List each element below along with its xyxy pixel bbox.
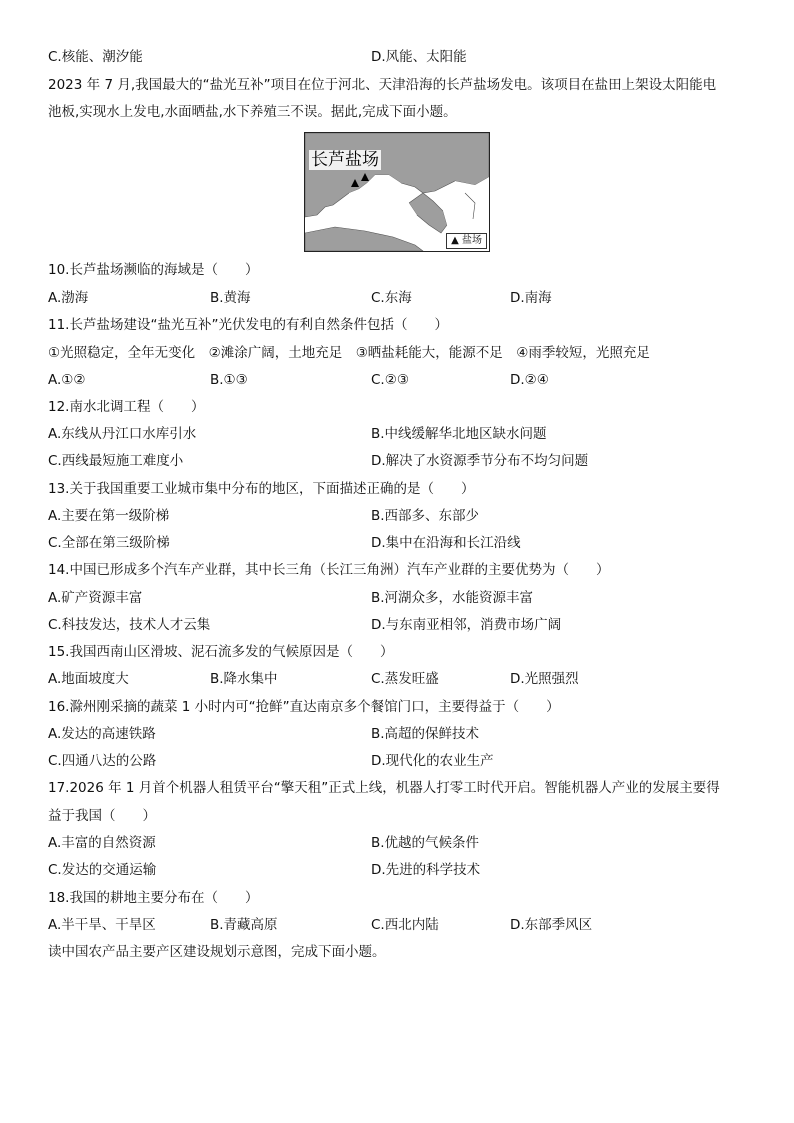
q10-option-c: C.东海 [371,290,412,306]
q11-option-c: C.②③ [371,372,409,388]
q15-option-d: D.光照强烈 [510,671,579,687]
q12-option-d: D.解决了水资源季节分布不均匀问题 [371,453,589,469]
q18-option-d: D.东部季风区 [510,917,593,933]
q14-stem: 14.中国已形成多个汽车产业群，其中长三角（长江三角洲）汽车产业群的主要优势为（ ） [48,562,610,578]
outro-text: 读中国农产品主要产区建设规划示意图，完成下面小题。 [48,944,386,960]
q16-option-a: A.发达的高速铁路 [48,726,156,742]
map-title: 长芦盐场 [311,150,379,170]
q16-stem: 16.滁州刚采摘的蔬菜 1 小时内可“抢鲜”直达南京多个餐馆门口，主要得益于（ ） [48,699,560,715]
q17-stem-line-1: 17.2026 年 1 月首个机器人租赁平台“擎天租”正式上线，机器人打零工时代开启。智能机器人产业的发展主要得 [48,780,720,796]
q15-option-a: A.地面坡度大 [48,671,129,687]
q17-option-d: D.先进的科学技术 [371,862,481,878]
option-c-prev: C.核能、潮汐能 [48,49,143,65]
q11-option-b: B.①③ [210,372,248,388]
q16-option-b: B.高超的保鲜技术 [371,726,480,742]
option-d-prev: D.风能、太阳能 [371,49,467,65]
q16-option-d: D.现代化的农业生产 [371,753,494,769]
q11-stem: 11.长芦盐场建设“盐光互补”光伏发电的有利自然条件包括（ ） [48,317,448,333]
q17-option-a: A.丰富的自然资源 [48,835,156,851]
q13-option-b: B.西部多、东部少 [371,508,480,524]
q15-option-b: B.降水集中 [210,671,278,687]
q16-option-c: C.四通八达的公路 [48,753,157,769]
q13-option-d: D.集中在沿海和长江沿线 [371,535,521,551]
q18-stem: 18.我国的耕地主要分布在（ ） [48,890,259,906]
q14-option-c: C.科技发达，技术人才云集 [48,617,211,633]
q12-option-c: C.西线最短施工难度小 [48,453,184,469]
q15-option-c: C.蒸发旺盛 [371,671,439,687]
q17-option-c: C.发达的交通运输 [48,862,157,878]
korea-bay [443,177,489,235]
q10-option-d: D.南海 [510,290,552,306]
q11-items: ①光照稳定，全年无变化 ②滩涂广阔，土地充足 ③晒盐耗能大，能源不足 ④雨季较短，光照充足 [48,345,650,361]
q14-option-b: B.河湖众多，水能资源丰富 [371,590,534,606]
q14-option-d: D.与东南亚相邻，消费市场广阔 [371,617,562,633]
q10-option-a: A.渤海 [48,290,89,306]
q13-option-c: C.全部在第三级阶梯 [48,535,170,551]
q12-option-a: A.东线从丹江口水库引水 [48,426,197,442]
q17-stem-line-2: 益于我国（ ） [48,808,156,824]
q10-stem: 10.长芦盐场濒临的海域是（ ） [48,262,259,278]
q12-stem: 12.南水北调工程（ ） [48,399,205,415]
legend-triangle-icon: ▲ [451,235,459,246]
q11-option-d: D.②④ [510,372,549,388]
q18-option-c: C.西北内陆 [371,917,439,933]
q15-stem: 15.我国西南山区滑坡、泥石流多发的气候原因是（ ） [48,644,394,660]
q12-option-b: B.中线缓解华北地区缺水问题 [371,426,547,442]
q17-option-b: B.优越的气候条件 [371,835,480,851]
legend-label: 盐场 [462,235,482,246]
q18-option-b: B.青藏高原 [210,917,278,933]
q14-option-a: A.矿产资源丰富 [48,590,143,606]
q13-stem: 13.关于我国重要工业城市集中分布的地区，下面描述正确的是（ ） [48,481,475,497]
q11-option-a: A.①② [48,372,86,388]
intro-line-1: 2023 年 7 月,我国最大的“盐光互补”项目在位于河北、天津沿海的长芦盐场发电。该项目在盐田上架设太阳能电 [48,77,717,93]
q18-option-a: A.半干旱、干旱区 [48,917,156,933]
map-legend [446,233,487,249]
changlu-salt-field-map [304,132,490,252]
peninsula-shandong [305,227,423,251]
intro-line-2: 池板,实现水上发电,水面晒盐,水下养殖三不误。据此,完成下面小题。 [48,104,457,120]
q10-option-b: B.黄海 [210,290,251,306]
q13-option-a: A.主要在第一级阶梯 [48,508,170,524]
